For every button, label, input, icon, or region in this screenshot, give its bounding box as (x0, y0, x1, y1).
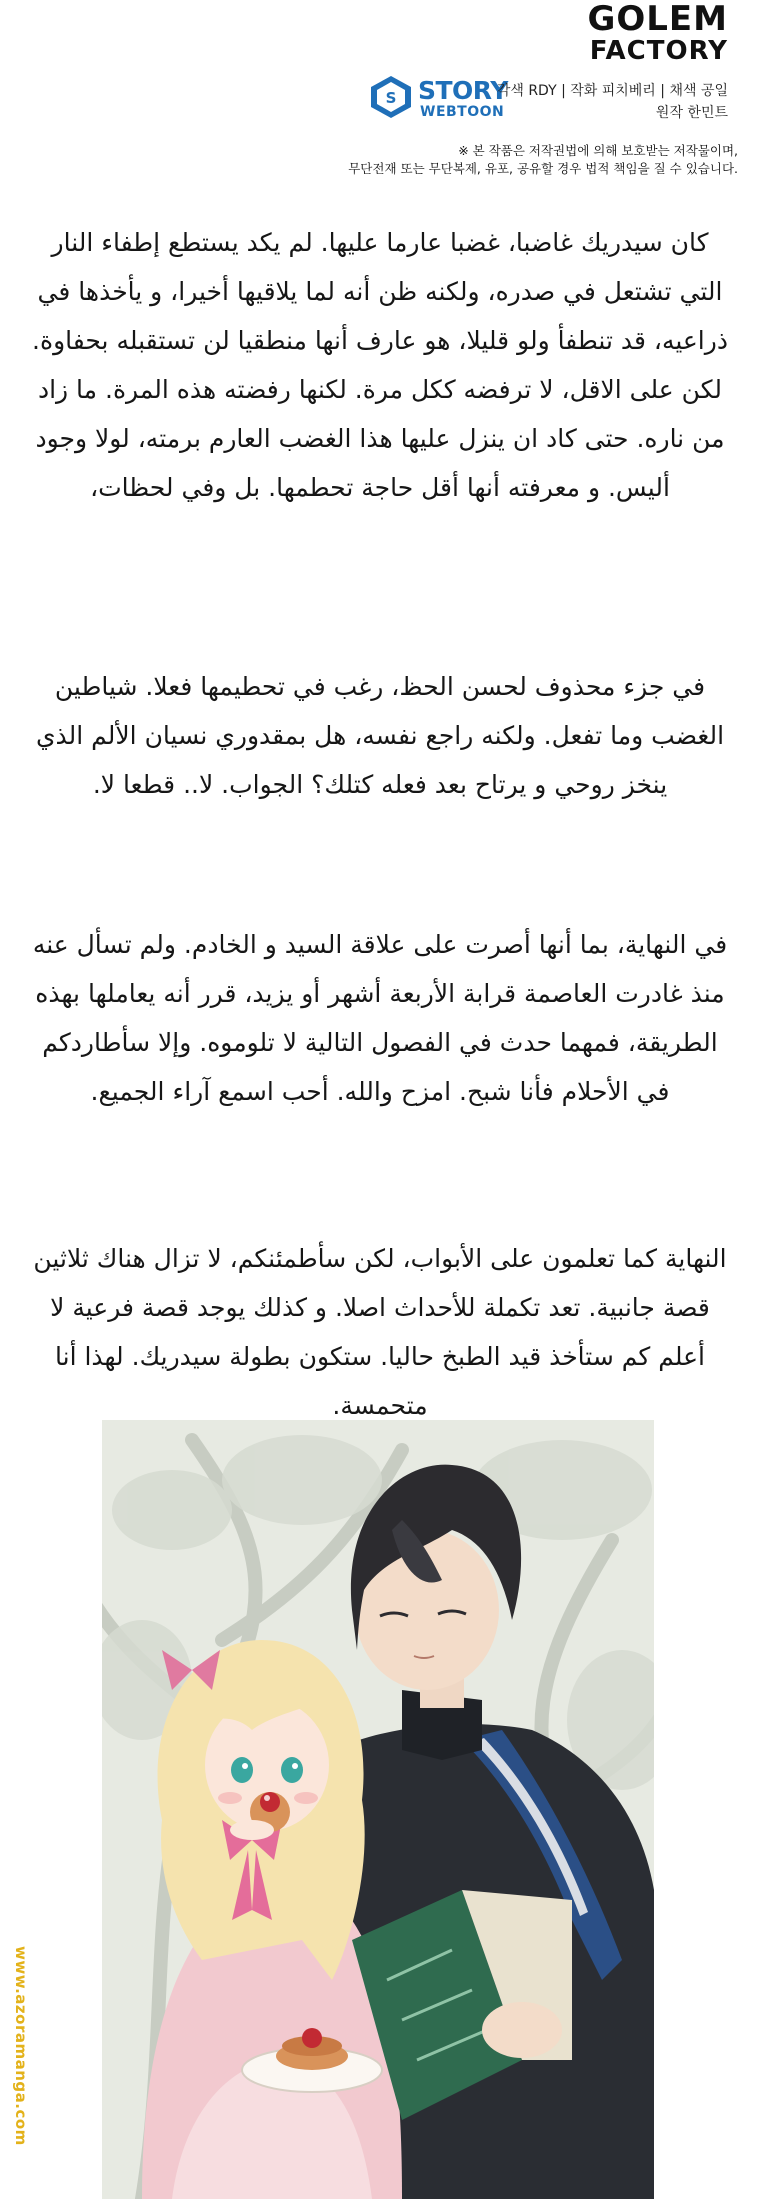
platform-subname: WEBTOON (420, 104, 505, 120)
platform-logo-icon (368, 74, 414, 120)
site-watermark-text: www.azoramanga.com (12, 1946, 30, 2146)
platform-logo (368, 70, 508, 128)
note-paragraph-3: في النهاية، بما أنها أصرت على علاقة السيد و الخادم. ولم تسأل عنه منذ غادرت العاصمة قرابة الأربعة أشهر أو يزيد، قرر أنه يعاملها بهذه الطريقة، فمهما حدث في الفصول التالية لا تلوموه. وإلا سأطاردكم في الأحلام فأنا شبح. امزح والله. أحب اسمع آراء الجميع. (32, 930, 728, 1106)
note-paragraph-2: في جزء محذوف لحسن الحظ، رغب في تحطيمها فعلا. شياطين الغضب وما تفعل. ولكنه راجع نفسه، هل بمقدوري نسيان الألم الذي ينخز روحي و يرتاح بعد فعله كتلك؟ الجواب. لا.. قطعا لا. (35, 672, 725, 799)
svg-text:S: S (385, 89, 397, 107)
platform-name: STORY (418, 76, 508, 105)
translator-note (0, 218, 760, 1434)
note-paragraph-1: كان سيدريك غاضبا، غضبا عارما عليها. لم يكد يستطع إطفاء النار التي تشتعل في صدره، ولكنه ظن أنه لما يلاقيها أخيرا، و يأخذها في ذراعيه، قد تنطفأ ولو قليلا، هو عارف أنها منطقيا لن تستقبله بحفاوة. لكن على الاقل، لا ترفضه ككل مرة. لكنها رفضته هذه المرة. ما زاد من ناره. حتى كاد ان ينزل عليها هذا الغضب العارم برمته، لولا وجود أليس. و معرفته أنها أقل حاجة تحطمها. بل وفي لحظات، (32, 228, 728, 502)
publisher-logo-line2: FACTORY (589, 36, 728, 66)
note-paragraph-4: النهاية كما تعلمون على الأبواب، لكن سأطمئنكم، لا تزال هناك ثلاثين قصة جانبية. تعد تكملة للأحداث اصلا. و كذلك يوجد قصة فرعية لا أعلم كم ستأخذ قيد الطبخ حاليا. ستكون بطولة سيدريك. لهذا أنا متحمسة. (33, 1244, 727, 1420)
publisher-logo (587, 2, 728, 64)
man-hand (482, 2002, 562, 2058)
copyright-line2: 무단전재 또는 무단복제, 유포, 공유할 경우 법적 책임을 질 수 있습니다. (348, 161, 738, 176)
copyright-line1: ※ 본 작품은 저작권법에 의해 보호받는 저작물이며, (458, 143, 738, 158)
credits-original: 원작 한민트 (655, 105, 728, 121)
girl-left-eye (231, 1757, 253, 1783)
illustration-art (102, 1420, 654, 2199)
girl-right-eye (281, 1757, 303, 1783)
header (0, 0, 760, 200)
credits-staff: 각색 RDY | 작화 피치베리 | 채색 공일 (496, 83, 728, 99)
cover-illustration (102, 1420, 654, 2199)
credits (497, 80, 728, 124)
site-watermark (4, 1946, 32, 2196)
publisher-logo-line1: GOLEM (587, 0, 728, 39)
copyright-notice (348, 142, 738, 178)
